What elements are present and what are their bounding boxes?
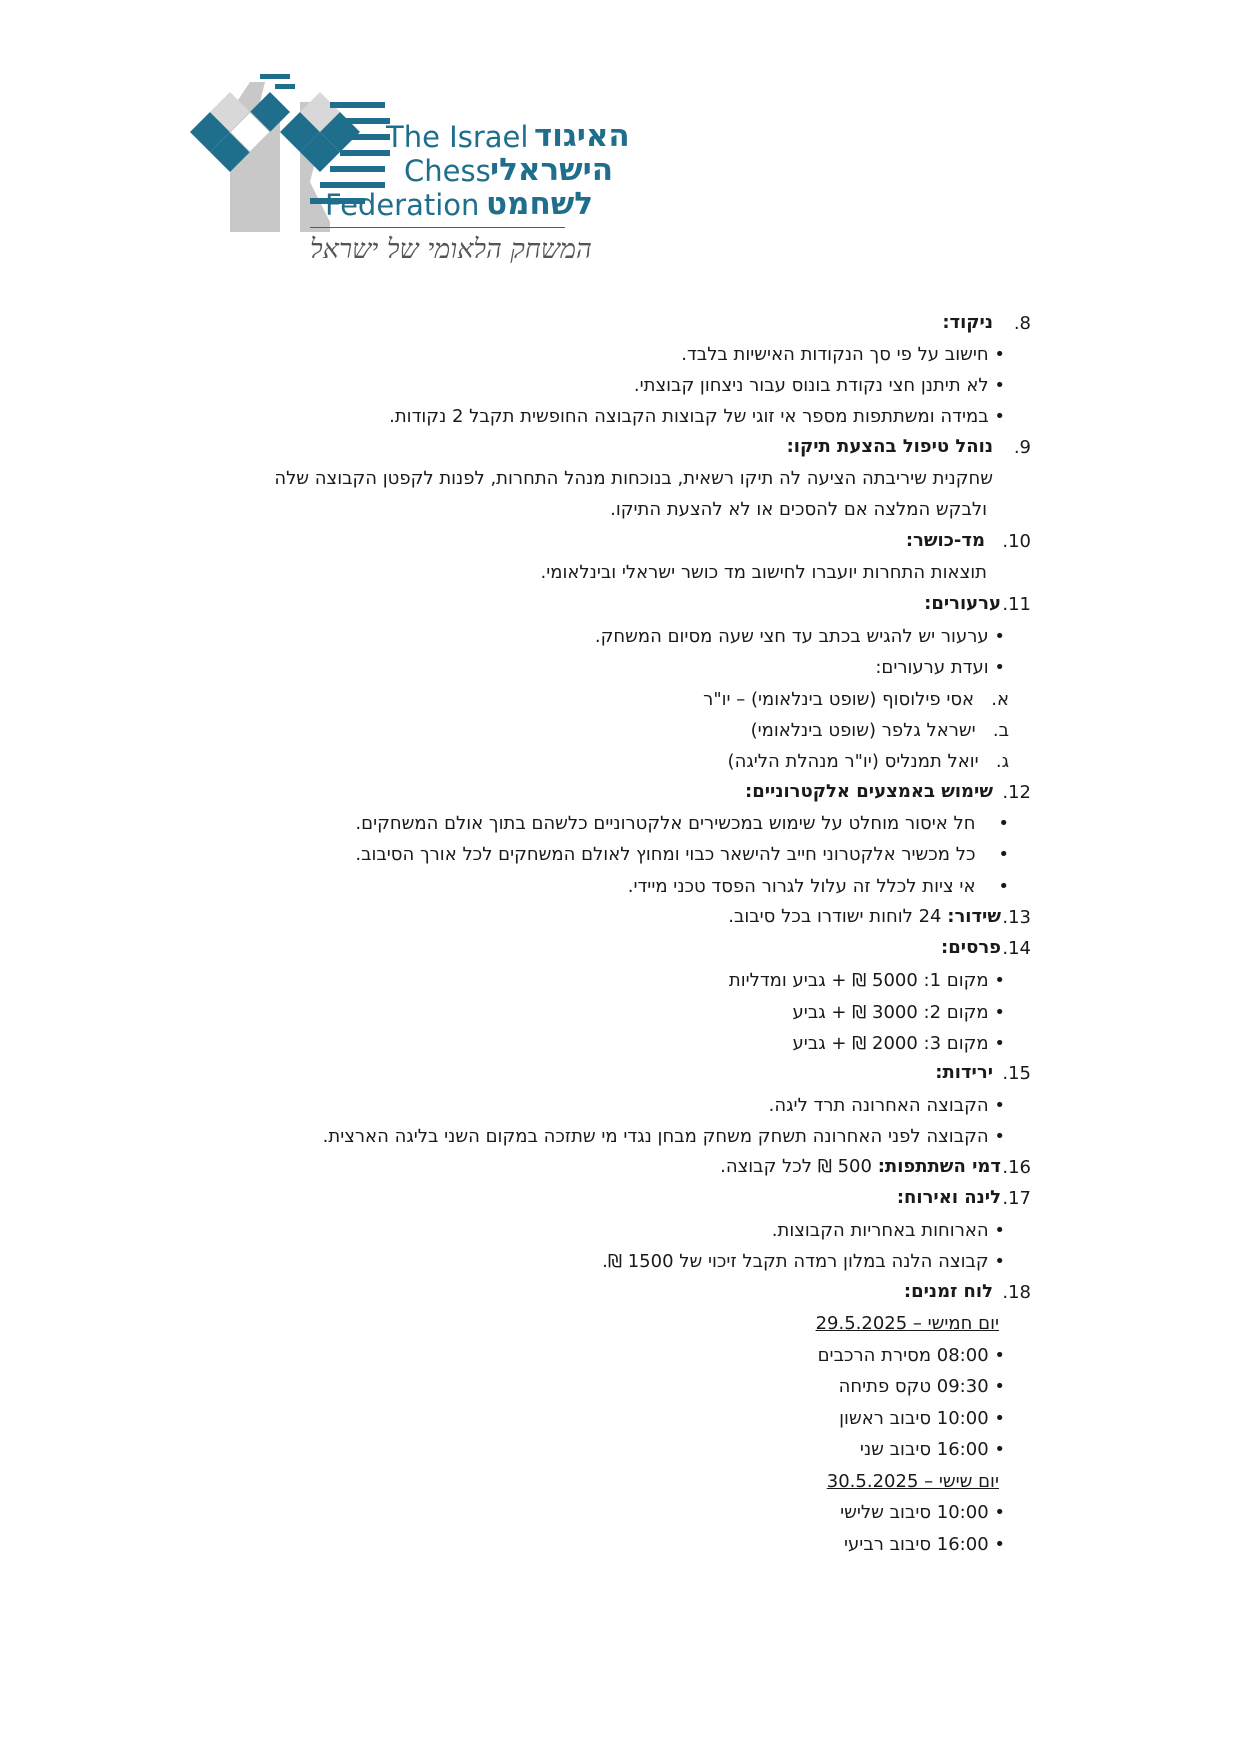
list-item: • מקום 2: 3000 ₪ + גביע — [792, 1002, 1005, 1023]
logo-divider — [310, 227, 565, 228]
section-title-electronics: שימוש באמצעים אלקטרוניים: — [745, 781, 993, 802]
bullet-icon: • — [988, 1439, 1005, 1460]
paragraph-line: שחקנית שיריבתה הציעה לה תיקו רשאית, בנוכחות מנהל התחרות, לפנות לקפטן הקבוצה שלה — [274, 468, 993, 489]
schedule-day-heading: יום שישי – 30.5.2025 — [826, 1471, 999, 1492]
section-title-lodging: לינה ואירוח: — [896, 1187, 1001, 1208]
bullet-icon: • — [988, 1126, 1005, 1147]
schedule-item: • 10:00 סיבוב ראשון — [839, 1408, 1005, 1429]
logo-he-line3: לשחמט — [486, 186, 594, 222]
federation-logo — [190, 72, 670, 282]
bullet-icon: • — [988, 1251, 1005, 1272]
list-item: • חישוב על פי סך הנקודות האישיות בלבד. — [681, 344, 1005, 365]
section-title-rating: מד-כושר: — [905, 530, 985, 551]
bullet-icon: • — [988, 1534, 1005, 1555]
chess-piece-logo-icon — [190, 72, 390, 252]
bullet-icon: • — [988, 375, 1005, 396]
bullet-icon: • — [988, 1220, 1005, 1241]
bullet-icon: • — [988, 406, 1005, 427]
committee-member: ב. ישראל גלפר (שופט בינלאומי) — [750, 720, 1009, 741]
list-item: • אי ציות לכלל זה עלול לגרור הפסד טכני מיידי. — [627, 876, 1009, 897]
bullet-icon: • — [988, 970, 1005, 991]
list-item: • לא תיתנן חצי נקודת בונוס עבור ניצחון קבוצתי. — [633, 375, 1005, 396]
list-item: • מקום 1: 5000 ₪ + גביע ומדליות — [728, 970, 1005, 991]
list-item: • הארוחות באחריות הקבוצות. — [771, 1220, 1005, 1241]
section-number: .15 — [1002, 1063, 1031, 1084]
bullet-icon: • — [975, 813, 1009, 834]
logo-he-line1: האיגוד — [534, 118, 630, 154]
list-item: • הקבוצה האחרונה תרד ליגה. — [768, 1095, 1005, 1116]
section-title-relegation: ירידות: — [935, 1062, 993, 1083]
logo-en-line2: Chess — [404, 154, 491, 188]
section-title-schedule: לוח זמנים: — [903, 1281, 993, 1302]
bullet-icon: • — [988, 1033, 1005, 1054]
section-number: .11 — [1002, 594, 1031, 615]
section-title-draw: נוהל טיפול בהצעת תיקו: — [786, 436, 993, 457]
section-number: .14 — [1002, 938, 1031, 959]
schedule-item: • 16:00 סיבוב רביעי — [844, 1534, 1005, 1555]
section-broadcast: שידור: 24 לוחות ישודרו בכל סיבוב. — [728, 906, 1001, 927]
logo-he-line2: הישראלי — [490, 152, 614, 188]
committee-member: ג. יואל תמנליס (יו"ר מנהלת הליגה) — [727, 751, 1009, 772]
bullet-icon: • — [988, 1376, 1005, 1397]
bullet-icon: • — [988, 1345, 1005, 1366]
bullet-icon: • — [988, 1095, 1005, 1116]
list-item: • ועדת ערעורים: — [875, 657, 1005, 678]
list-item: • הקבוצה לפני האחרונה תשחק משחק מבחן נגדי מי שתזכה במקום השני בליגה הארצית. — [322, 1126, 1005, 1147]
bullet-icon: • — [988, 1002, 1005, 1023]
section-number: .9 — [1013, 437, 1031, 458]
schedule-item: • 10:00 סיבוב שלישי — [840, 1502, 1005, 1523]
bullet-icon: • — [988, 344, 1005, 365]
bullet-icon: • — [975, 844, 1009, 865]
section-title-prizes: פרסים: — [941, 937, 1001, 958]
bullet-icon: • — [988, 1502, 1005, 1523]
section-number: .17 — [1002, 1188, 1031, 1209]
section-number: .13 — [1002, 907, 1031, 928]
bullet-icon: • — [975, 876, 1009, 897]
schedule-item: • 09:30 טקס פתיחה — [838, 1376, 1005, 1397]
bullet-icon: • — [988, 626, 1005, 647]
paragraph-line: ולבקש המלצה אם להסכים או לא להצעת התיקו. — [610, 499, 987, 520]
section-number: .16 — [1002, 1157, 1031, 1178]
list-item: • כל מכשיר אלקטרוני חייב להישאר כבוי ומחוץ לאולם המשחקים לכל אורך הסיבוב. — [355, 844, 1009, 865]
section-number: .8 — [1013, 313, 1031, 334]
bullet-icon: • — [988, 657, 1005, 678]
section-fee: דמי השתתפות: 500 ₪ לכל קבוצה. — [720, 1156, 1001, 1177]
section-number: .18 — [1002, 1282, 1031, 1303]
bullet-icon: • — [988, 1408, 1005, 1429]
section-title-appeals: ערעורים: — [924, 593, 1001, 614]
schedule-day-heading: יום חמישי – 29.5.2025 — [815, 1313, 999, 1334]
section-number: .12 — [1002, 782, 1031, 803]
list-item: • קבוצה הלנה במלון רמדה תקבל זיכוי של 1500 ₪. — [602, 1251, 1005, 1272]
logo-en-line3: Federation — [325, 188, 480, 222]
paragraph-line: תוצאות התחרות יועברו לחישוב מד כושר ישראלי ובינלאומי. — [540, 562, 987, 583]
schedule-item: • 16:00 סיבוב שני — [859, 1439, 1005, 1460]
logo-slogan: המשחק הלאומי של ישראל — [310, 234, 592, 265]
list-item: • במידה ומשתתפות מספר אי זוגי של קבוצות הקבוצה החופשית תקבל 2 נקודות. — [389, 406, 1005, 427]
section-number: .10 — [1002, 531, 1031, 552]
schedule-item: • 08:00 מסירת הרכבים — [817, 1345, 1005, 1366]
list-item: • חל איסור מוחלט על שימוש במכשירים אלקטרוניים כלשהם בתוך אולם המשחקים. — [355, 813, 1009, 834]
section-title-scoring: ניקוד: — [942, 312, 993, 333]
logo-en-line1: The Israel — [386, 120, 529, 154]
list-item: • מקום 3: 2000 ₪ + גביע — [792, 1033, 1005, 1054]
committee-member: א. אסי פילוסוף (שופט בינלאומי) – יו"ר — [703, 689, 1009, 710]
list-item: • ערעור יש להגיש בכתב עד חצי שעה מסיום המשחק. — [594, 626, 1005, 647]
